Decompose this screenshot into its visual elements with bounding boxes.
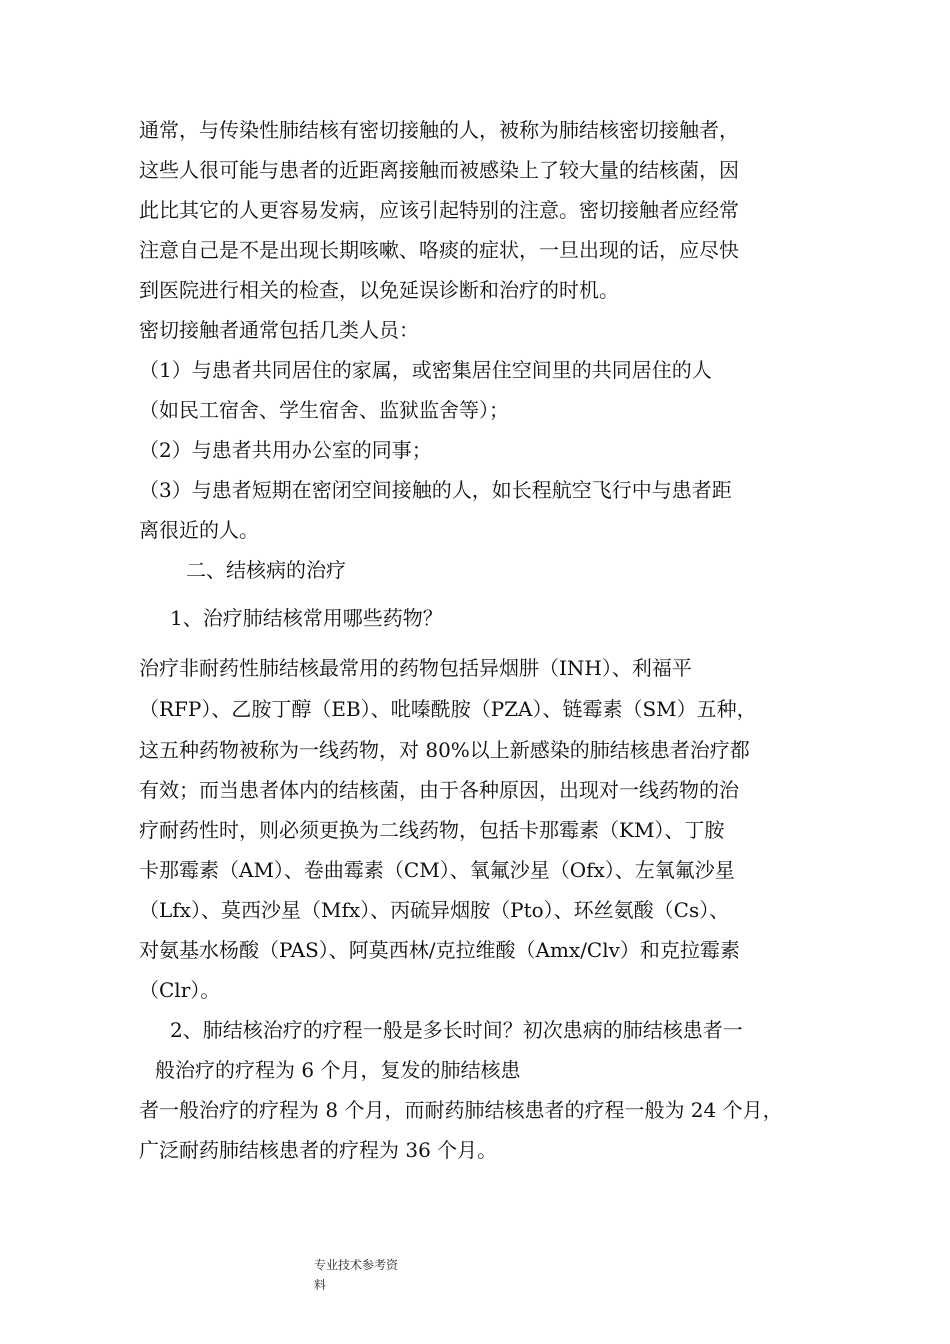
question-heading: 1、治疗肺结核常用哪些药物？: [170, 606, 443, 630]
list-item: （3）与患者短期在密闭空间接触的人，如长程航空飞行中与患者距: [139, 478, 732, 502]
text-line: 卡那霉素（AM）、卷曲霉素（CM）、氧氟沙星（Ofx）、左氧氟沙星: [139, 858, 735, 882]
footer-line: 料: [314, 1278, 327, 1292]
question-heading: 2、肺结核治疗的疗程一般是多长时间？初次患病的肺结核患者一: [170, 1018, 743, 1042]
text-line: （Clr）。: [139, 978, 221, 1002]
text-line: 疗耐药性时，则必须更换为二线药物，包括卡那霉素（KM）、丁胺: [139, 818, 725, 842]
text-line: 此比其它的人更容易发病，应该引起特别的注意。密切接触者应经常: [139, 198, 739, 222]
text-line: （RFP）、乙胺丁醇（EB）、吡嗪酰胺（PZA）、链霉素（SM）五种，: [139, 697, 757, 721]
text-line: （Lfx）、莫西沙星（Mfx）、丙硫异烟胺（Pto）、环丝氨酸（Cs）、: [139, 898, 730, 922]
text-line: 这些人很可能与患者的近距离接触而被感染上了较大量的结核菌，因: [139, 158, 739, 182]
page-footer: [314, 1255, 398, 1295]
footer-line: 专业技术参考资: [314, 1258, 399, 1272]
text-line: 注意自己是不是出现长期咳嗽、咯痰的症状，一旦出现的话，应尽快: [139, 238, 739, 262]
text-line: 通常，与传染性肺结核有密切接触的人，被称为肺结核密切接触者，: [139, 118, 739, 142]
list-item: （1）与患者共同居住的家属，或密集居住空间里的共同居住的人: [139, 358, 712, 382]
text-line: 对氨基水杨酸（PAS）、阿莫西林/克拉维酸（Amx/Clv）和克拉霉素: [139, 938, 740, 962]
text-line: 有效；而当患者体内的结核菌，由于各种原因，出现对一线药物的治: [139, 778, 739, 802]
list-item: （2）与患者共用办公室的同事；: [139, 438, 432, 462]
list-item: 离很近的人。: [139, 518, 259, 542]
section-heading: 二、结核病的治疗: [186, 558, 346, 582]
text-line: 者一般治疗的疗程为 8 个月，而耐药肺结核患者的疗程一般为 24 个月，: [139, 1098, 783, 1122]
text-line: 般治疗的疗程为 6 个月，复发的肺结核患: [155, 1058, 521, 1082]
text-line: 到医院进行相关的检查，以免延误诊断和治疗的时机。: [139, 278, 619, 302]
text-line: 治疗非耐药性肺结核最常用的药物包括异烟肼（INH）、利福平: [139, 656, 692, 680]
text-line: 这五种药物被称为一线药物，对 80%以上新感染的肺结核患者治疗都: [139, 738, 750, 762]
list-intro: 密切接触者通常包括几类人员：: [139, 318, 419, 342]
text-line: 广泛耐药肺结核患者的疗程为 36 个月。: [139, 1138, 498, 1162]
list-item: （如民工宿舍、学生宿舍、监狱监舍等）；: [139, 398, 509, 422]
